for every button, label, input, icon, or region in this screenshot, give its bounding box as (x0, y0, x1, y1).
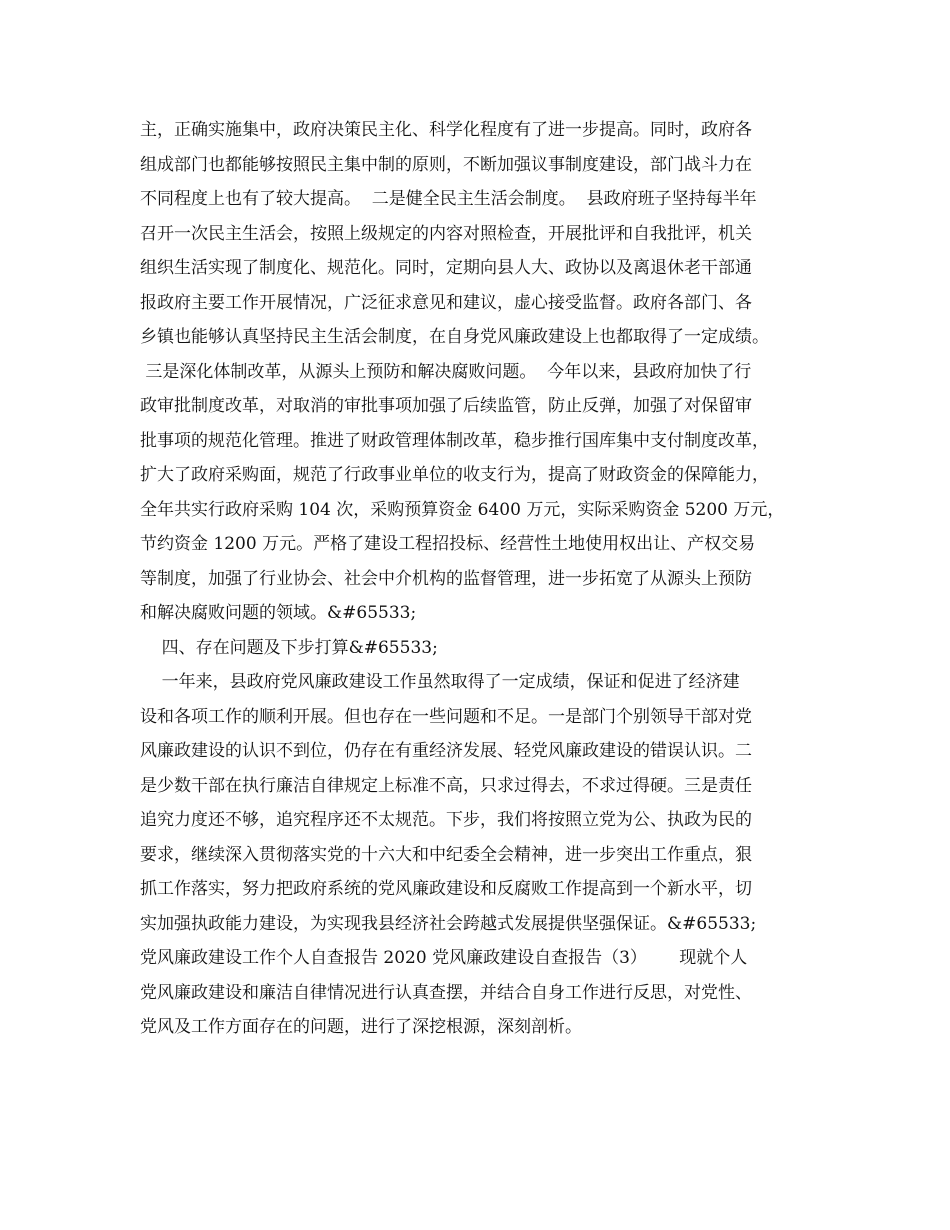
text-line: 抓工作落实，努力把政府系统的党风廉政建设和反腐败工作提高到一个新水平，切 (140, 879, 752, 899)
text-line: 要求，继续深入贯彻落实党的十六大和中纪委全会精神，进一步突出工作重点，狠 (140, 844, 752, 865)
section-heading: 四、存在问题及下步打算&#65533; (140, 637, 438, 658)
text-line: 风廉政建设的认识不到位，仍存在有重经济发展、轻党风廉政建设的错误认识。二 (140, 741, 752, 761)
text-line: 追究力度还不够，追究程序还不太规范。下步，我们将按照立党为公、执政为民的 (140, 810, 752, 830)
text-line: 党风廉政建设和廉洁自律情况进行认真查摆，并结合自身工作进行反思，对党性、 (140, 982, 752, 1003)
text-line: 等制度，加强了行业协会、社会中介机构的监督管理，进一步拓宽了从源头上预防 (140, 568, 752, 589)
text-line: 三是深化体制改革，从源头上预防和解决腐败问题。 今年以来，县政府加快了行 (140, 361, 752, 382)
text-line: 一年来，县政府党风廉政建设工作虽然取得了一定成绩，保证和促进了经济建 (140, 672, 740, 692)
text-line: 和解决腐败问题的领域。&#65533; (140, 603, 417, 623)
text-line: 设和各项工作的顺利开展。但也存在一些问题和不足。一是部门个别领导干部对党 (140, 706, 752, 727)
document-body (140, 113, 830, 1045)
text-line: 主，正确实施集中，政府决策民主化、科学化程度有了进一步提高。同时，政府各 (140, 120, 752, 140)
text-line: 实加强执政能力建设，为实现我县经济社会跨越式发展提供坚强保证。&#65533; (140, 913, 757, 934)
text-line: 批事项的规范化管理。推进了财政管理体制改革，稳步推行国库集中支付制度改革， (140, 430, 769, 451)
text-line: 政审批制度改革，对取消的审批事项加强了后续监管，防止反弹，加强了对保留审 (140, 396, 752, 416)
text-line: 党风及工作方面存在的问题，进行了深挖根源，深刻剖析。 (140, 1017, 582, 1037)
text-line: 组织生活实现了制度化、规范化。同时，定期向县人大、政协以及离退休老干部通 (140, 258, 752, 278)
text-line: 全年共实行政府采购 104 次，采购预算资金 6400 万元，实际采购资金 5200 万元， (140, 499, 785, 520)
text-line: 组成部门也都能够按照民主集中制的原则，不断加强议事制度建设，部门战斗力在 (140, 154, 752, 175)
text-line: 不同程度上也有了较大提高。 二是健全民主生活会制度。 县政府班子坚持每半年 (140, 189, 757, 209)
text-line: 党风廉政建设工作个人自查报告 2020 党风廉政建设自查报告（3） 现就个人 (140, 948, 748, 968)
text-line: 是少数干部在执行廉洁自律规定上标准不高，只求过得去，不求过得硬。三是责任 (140, 775, 752, 796)
text-line: 扩大了政府采购面，规范了行政事业单位的收支行为，提高了财政资金的保障能力， (140, 465, 769, 485)
text-line: 乡镇也能够认真坚持民主生活会制度，在自身党风廉政建设上也都取得了一定成绩。 (140, 327, 769, 347)
text-line: 报政府主要工作开展情况，广泛征求意见和建议，虚心接受监督。政府各部门、各 (140, 292, 752, 313)
text-line: 节约资金 1200 万元。严格了建设工程招投标、经营性土地使用权出让、产权交易 (140, 534, 756, 554)
text-line: 召开一次民主生活会，按照上级规定的内容对照检查，开展批评和自我批评，机关 (140, 223, 752, 244)
